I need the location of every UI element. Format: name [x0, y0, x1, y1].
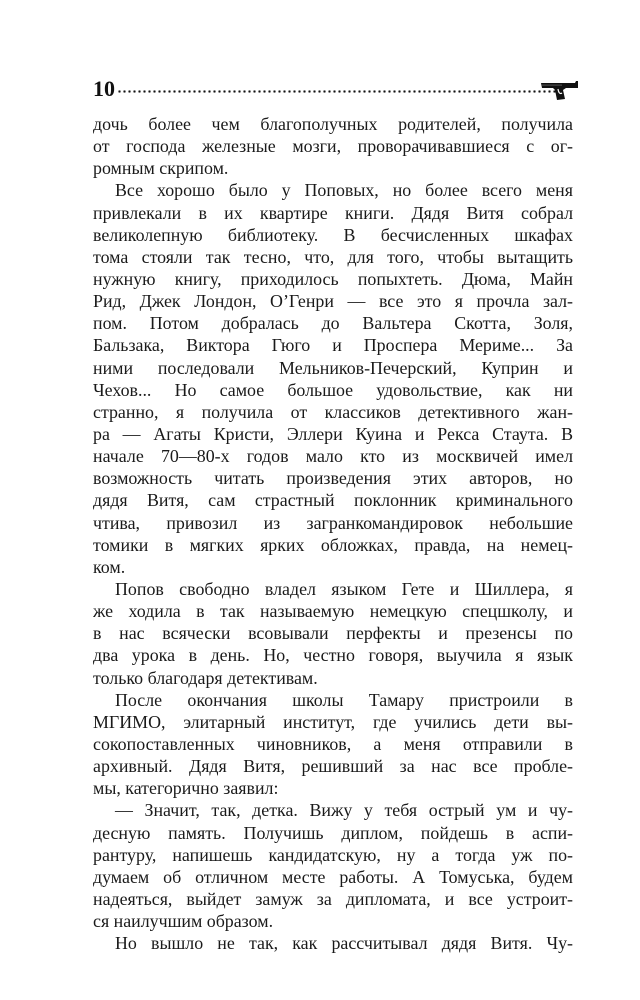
text-line: сокопоставленных чиновников, а меня отправили в — [93, 733, 573, 754]
pistol-icon — [539, 77, 579, 101]
text-line: архивный. Дядя Витя, решивший за нас все пробле- — [93, 756, 573, 777]
text-line: думаем об отличном месте работы. А Томуська, будем — [93, 866, 573, 887]
text-line: томики в мягких ярких обложках, правда, на немец- — [93, 534, 573, 555]
text-line: мы, категорично заявил: — [93, 778, 279, 799]
text-line: от господа железные мозги, проворачивавшиеся с ог- — [93, 136, 573, 157]
page-header — [93, 76, 583, 106]
text-line: МГИМО, элитарный институт, где учились дети вы- — [93, 711, 573, 732]
text-line: привлекали в их квартире книги. Дядя Витя собрал — [93, 202, 573, 223]
text-line: ком. — [93, 556, 126, 577]
text-line: Попов свободно владел языком Гете и Шиллера, я — [115, 578, 573, 599]
text-line: нужную книгу, приходилось попыхтеть. Дюма, Майн — [93, 268, 573, 289]
text-line: дядя Витя, сам страстный поклонник криминального — [93, 490, 573, 511]
text-line: надеяться, выйдет замуж за дипломата, и все устроит- — [93, 888, 573, 909]
text-line: Чехов... Но самое большое удовольствие, как ни — [93, 379, 573, 400]
page-number: 10 — [93, 76, 115, 101]
text-line: же ходила в так называемую немецкую спецшколу, и — [93, 601, 573, 622]
text-line: великолепную библиотеку. В бесчисленных шкафах — [93, 224, 573, 245]
text-line: возможность читать произведения этих авторов, но — [93, 468, 573, 489]
text-line: Бальзака, Виктора Гюго и Проспера Мериме... За — [93, 335, 573, 356]
text-line: десную память. Получишь диплом, пойдешь в аспи- — [93, 822, 573, 843]
text-line: пом. Потом добралась до Вальтера Скотта, Золя, — [93, 313, 573, 334]
text-line: только благодаря детективам. — [93, 667, 318, 688]
body-text — [93, 113, 573, 954]
text-line: ся наилучшим образом. — [93, 911, 274, 932]
text-line: После окончания школы Тамару пристроили в — [115, 689, 573, 710]
text-line: два урока в день. Но, честно говоря, выучила я язык — [93, 645, 573, 666]
text-line: ними последовали Мельников-Печерский, Куприн и — [93, 357, 573, 378]
text-line: Рид, Джек Лондон, О’Генри — все это я прочла зал- — [93, 291, 573, 312]
text-line: начале 70—80-х годов мало кто из москвичей имел — [93, 446, 573, 467]
text-line: ромным скрипом. — [93, 158, 229, 179]
text-line: Но вышло не так, как рассчитывал дядя Витя. Чу- — [115, 933, 573, 954]
text-line: Все хорошо было у Поповых, но более всего меня — [115, 180, 573, 201]
text-line: — Значит, так, детка. Вижу у тебя острый ум и чу- — [115, 800, 573, 821]
text-line: в нас всячески всовывали перфекты и презенсы по — [93, 623, 573, 644]
text-line: странно, я получила от классиков детективного жан- — [93, 401, 573, 422]
text-line: ра — Агаты Кристи, Эллери Куина и Рекса Стаута. В — [93, 423, 573, 444]
dotted-rule — [117, 90, 557, 93]
text-line: рантуру, напишешь кандидатскую, ну а тогда уж по- — [93, 844, 573, 865]
text-line: чтива, привозил из загранкомандировок небольшие — [93, 512, 573, 533]
text-line: тома стояли так тесно, что, для того, чтобы вытащить — [93, 246, 573, 267]
text-line: дочь более чем благополучных родителей, получила — [93, 114, 573, 134]
